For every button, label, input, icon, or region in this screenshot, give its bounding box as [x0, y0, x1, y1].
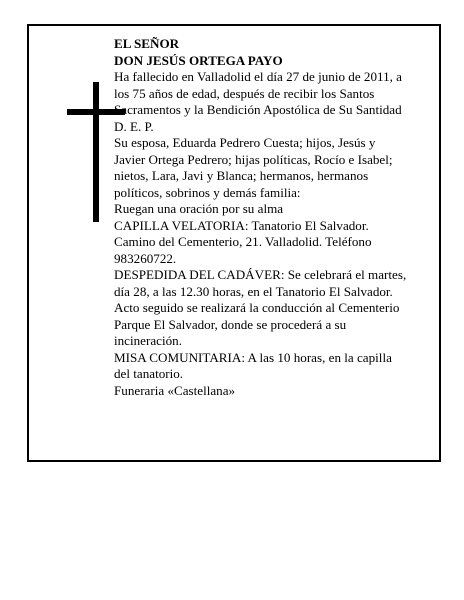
body-line: Javier Ortega Pedrero; hijas políticas, Rocío e Isabel; [114, 151, 393, 167]
body-line: nietos, Lara, Javi y Blanca; hermanos, hermanos [114, 168, 369, 183]
body-line: D. E. P. [114, 118, 154, 134]
body-line: los 75 años de edad, después de recibir los Santos [114, 85, 375, 101]
body-line: Acto seguido se realizará la conducción al Cementerio [114, 300, 400, 315]
body-line: día 28, a las 12.30 horas, en el Tanatorio El Salvador. [114, 283, 393, 299]
heading-title: EL SEÑOR [114, 36, 180, 51]
body-line: CAPILLA VELATORIA: Tanatorio El Salvador. [114, 217, 369, 233]
body-line: Camino del Cementerio, 21. Valladolid. Teléfono [114, 234, 372, 249]
body-line: MISA COMUNITARIA: A las 10 horas, en la capilla [114, 349, 392, 365]
body-line: Ruegan una oración por su alma [114, 201, 284, 216]
body-line: Ha fallecido en Valladolid el día 27 de junio de 2011, a [114, 69, 402, 84]
body-line: del tanatorio. [114, 366, 184, 381]
body-line: 983260722. [114, 250, 177, 266]
body-line: DESPEDIDA DEL CADÁVER: Se celebrará el martes, [114, 267, 407, 282]
obituary-text [114, 36, 430, 399]
body-line: Su esposa, Eduarda Pedrero Cuesta; hijos, Jesús y [114, 135, 376, 150]
deceased-name: DON JESÚS ORTEGA PAYO [114, 52, 283, 68]
body-line: Sacramentos y la Bendición Apostólica de Su Santidad [114, 102, 402, 117]
body-line: Parque El Salvador, donde se procederá a su [114, 316, 347, 332]
body-line: políticos, sobrinos y demás familia: [114, 184, 301, 200]
body-line: incineración. [114, 333, 182, 348]
body-line: Funeraria «Castellana» [114, 382, 236, 398]
cross-icon [93, 82, 99, 222]
